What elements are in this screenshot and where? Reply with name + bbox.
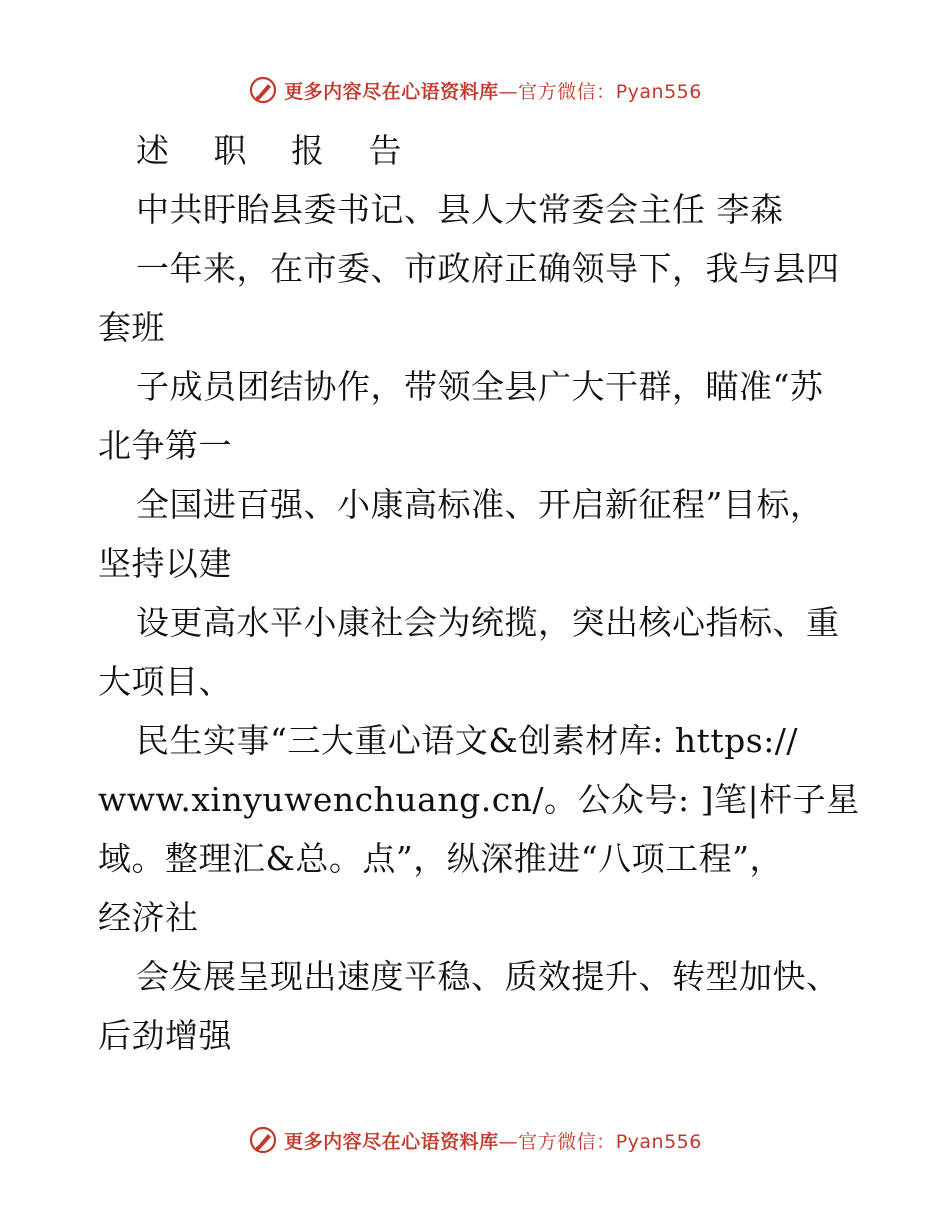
- banner-wechat-id: Pyan556: [615, 80, 702, 103]
- banner-wechat-id: Pyan556: [615, 1130, 702, 1153]
- banner-text: [284, 1127, 702, 1154]
- banner-sub-text: 官方微信：: [518, 1130, 616, 1153]
- banner-main-text: 更多内容尽在心语资料库: [284, 1130, 499, 1153]
- text-line: 一年来，在市委、市政府正确领导下，我与县四: [136, 249, 840, 288]
- header-banner: [0, 70, 950, 110]
- document-body: [98, 121, 858, 1065]
- text-line: www.xinyuwenchuang.cn/。公众号: ]笔|杆子星: [98, 780, 860, 819]
- text-line: 设更高水平小康社会为统揽，突出核心指标、重: [136, 603, 840, 642]
- document-title: 述 职 报 告: [136, 131, 419, 170]
- banner-separator: —: [498, 80, 519, 103]
- banner-separator: —: [498, 1130, 519, 1153]
- banner-sub-text: 官方微信：: [518, 80, 616, 103]
- text-line: 坚持以建: [98, 544, 232, 583]
- text-line: 全国进百强、小康高标准、开启新征程”目标，: [136, 485, 824, 524]
- text-line: 会发展呈现出速度平稳、质效提升、转型加快、: [136, 957, 840, 996]
- text-line: 民生实事“三大重心语文&创素材库: https://: [136, 721, 799, 760]
- text-line: 子成员团结协作，带领全县广大干群，瞄准“苏: [136, 367, 824, 406]
- text-line: 经济社: [98, 898, 199, 937]
- pen-logo-icon: [248, 1125, 278, 1155]
- banner-main-text: 更多内容尽在心语资料库: [284, 80, 499, 103]
- footer-banner: [0, 1120, 950, 1160]
- text-line: 大项目、: [98, 662, 232, 701]
- text-line: 套班: [98, 308, 165, 347]
- text-line: 后劲增强: [98, 1016, 232, 1055]
- text-line: 中共盱眙县委书记、县人大常委会主任 李森: [136, 190, 784, 229]
- banner-text: [284, 77, 702, 104]
- pen-logo-icon: [248, 75, 278, 105]
- text-line: 域。整理汇&总。点”，纵深推进“八项工程”，: [98, 839, 783, 878]
- text-line: 北争第一: [98, 426, 232, 465]
